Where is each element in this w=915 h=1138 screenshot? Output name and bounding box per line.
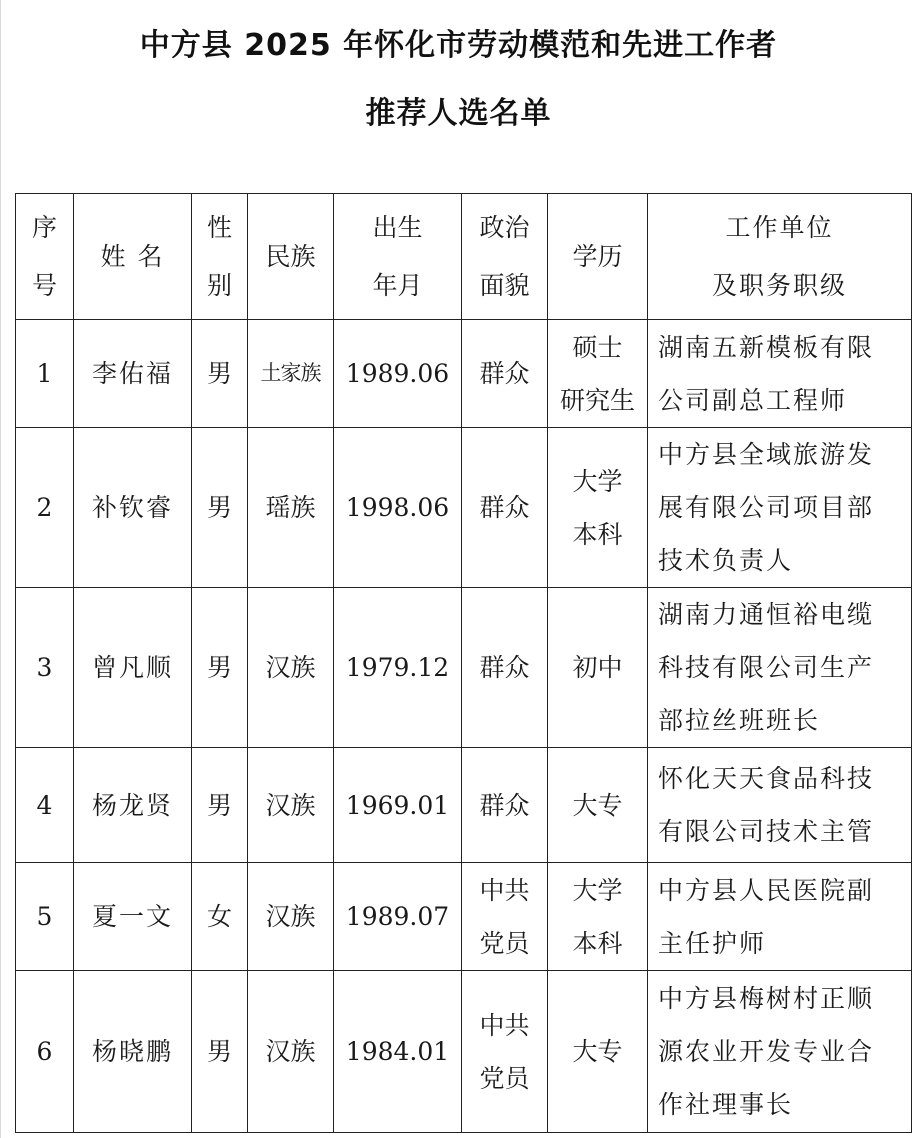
- cell-gender: 男: [192, 428, 248, 588]
- work-line: 中方县全域旅游发: [658, 440, 875, 469]
- education-line: 本科: [572, 928, 623, 958]
- cell-education: [548, 428, 648, 588]
- cell-birth: 1984.01: [334, 971, 462, 1133]
- work-line: 展有限公司项目部: [658, 493, 875, 522]
- cell-birth: 1989.07: [334, 863, 462, 971]
- cell-education: [548, 588, 648, 748]
- cell-ethnicity: 土家族: [248, 320, 334, 428]
- cell-seq: 3: [16, 588, 74, 748]
- education-line: 大学: [572, 466, 623, 496]
- header-name: 姓 名: [74, 194, 192, 320]
- politics-line: 中共: [479, 875, 530, 905]
- cell-name: 杨晓鹏: [74, 971, 192, 1133]
- header-work: 工作单位 及职务职级: [648, 194, 912, 320]
- education-line: 大专: [572, 790, 623, 820]
- cell-ethnicity: 汉族: [248, 971, 334, 1133]
- cell-name: 李佑福: [74, 320, 192, 428]
- table-header-row: [16, 194, 912, 320]
- cell-seq: 6: [16, 971, 74, 1133]
- cell-birth: 1998.06: [334, 428, 462, 588]
- work-line: 科技有限公司生产: [658, 653, 875, 682]
- cell-education: [548, 320, 648, 428]
- table-row: [16, 588, 912, 748]
- work-line: 主任护师: [658, 928, 767, 958]
- cell-politics: [462, 971, 548, 1133]
- cell-politics: [462, 588, 548, 748]
- cell-birth: 1969.01: [334, 748, 462, 863]
- education-line: 大专: [572, 1037, 623, 1066]
- work-line: 中方县梅树村正顺: [658, 984, 875, 1013]
- table-row: [16, 748, 912, 863]
- cell-name: 杨龙贤: [74, 748, 192, 863]
- cell-birth: 1989.06: [334, 320, 462, 428]
- cell-work: [648, 588, 912, 748]
- politics-line: 党员: [479, 1063, 530, 1093]
- education-line: 初中: [572, 653, 623, 682]
- work-line: 有限公司技术主管: [658, 817, 875, 846]
- header-seq: 序 号: [16, 194, 74, 320]
- work-line: 湖南力通恒裕电缆: [658, 600, 875, 629]
- politics-line: 党员: [479, 928, 530, 958]
- candidate-table: [15, 193, 912, 1133]
- cell-ethnicity: 瑶族: [248, 428, 334, 588]
- work-line: 作社理事长: [658, 1090, 794, 1119]
- header-birth: 出生 年月: [334, 194, 462, 320]
- work-line: 技术负责人: [658, 546, 794, 575]
- cell-seq: 1: [16, 320, 74, 428]
- work-line: 公司副总工程师: [658, 385, 848, 415]
- cell-ethnicity: 汉族: [248, 863, 334, 971]
- cell-work: [648, 428, 912, 588]
- cell-work: [648, 863, 912, 971]
- work-line: 中方县人民医院副: [658, 875, 875, 905]
- table-row: [16, 320, 912, 428]
- cell-gender: 女: [192, 863, 248, 971]
- cell-education: [548, 863, 648, 971]
- cell-birth: 1979.12: [334, 588, 462, 748]
- cell-gender: 男: [192, 588, 248, 748]
- cell-seq: 2: [16, 428, 74, 588]
- education-line: 本科: [572, 519, 623, 549]
- cell-gender: 男: [192, 320, 248, 428]
- cell-seq: 4: [16, 748, 74, 863]
- cell-politics: [462, 748, 548, 863]
- cell-gender: 男: [192, 971, 248, 1133]
- cell-work: [648, 320, 912, 428]
- cell-education: [548, 748, 648, 863]
- cell-gender: 男: [192, 748, 248, 863]
- cell-work: [648, 748, 912, 863]
- education-line: 大学: [572, 875, 623, 905]
- politics-line: 中共: [479, 1010, 530, 1040]
- politics-line: 群众: [479, 359, 530, 388]
- cell-name: 曾凡顺: [74, 588, 192, 748]
- cell-seq: 5: [16, 863, 74, 971]
- cell-politics: [462, 428, 548, 588]
- header-politics: 政治 面貌: [462, 194, 548, 320]
- cell-politics: [462, 320, 548, 428]
- document-title-line-1: 中方县 2025 年怀化市劳动模范和先进工作者: [139, 28, 778, 63]
- cell-ethnicity: 汉族: [248, 588, 334, 748]
- cell-name: 补钦睿: [74, 428, 192, 588]
- header-education: 学历: [548, 194, 648, 320]
- header-ethnicity: 民族: [248, 194, 334, 320]
- cell-ethnicity: 汉族: [248, 748, 334, 863]
- table-row: [16, 971, 912, 1133]
- table-row: [16, 428, 912, 588]
- work-line: 源农业开发专业合: [658, 1037, 875, 1066]
- cell-name: 夏一文: [74, 863, 192, 971]
- education-line: 硕士: [572, 332, 623, 362]
- work-line: 怀化天天食品科技: [658, 764, 875, 793]
- cell-politics: [462, 863, 548, 971]
- cell-education: [548, 971, 648, 1133]
- work-line: 湖南五新模板有限: [658, 332, 875, 362]
- politics-line: 群众: [479, 493, 530, 522]
- politics-line: 群众: [479, 790, 530, 820]
- education-line: 研究生: [559, 385, 635, 415]
- cell-work: [648, 971, 912, 1133]
- document-title-line-2: 推荐人选名单: [365, 96, 552, 131]
- politics-line: 群众: [479, 653, 530, 682]
- table-row: [16, 863, 912, 971]
- work-line: 部拉丝班班长: [658, 706, 821, 735]
- header-gender: 性 别: [192, 194, 248, 320]
